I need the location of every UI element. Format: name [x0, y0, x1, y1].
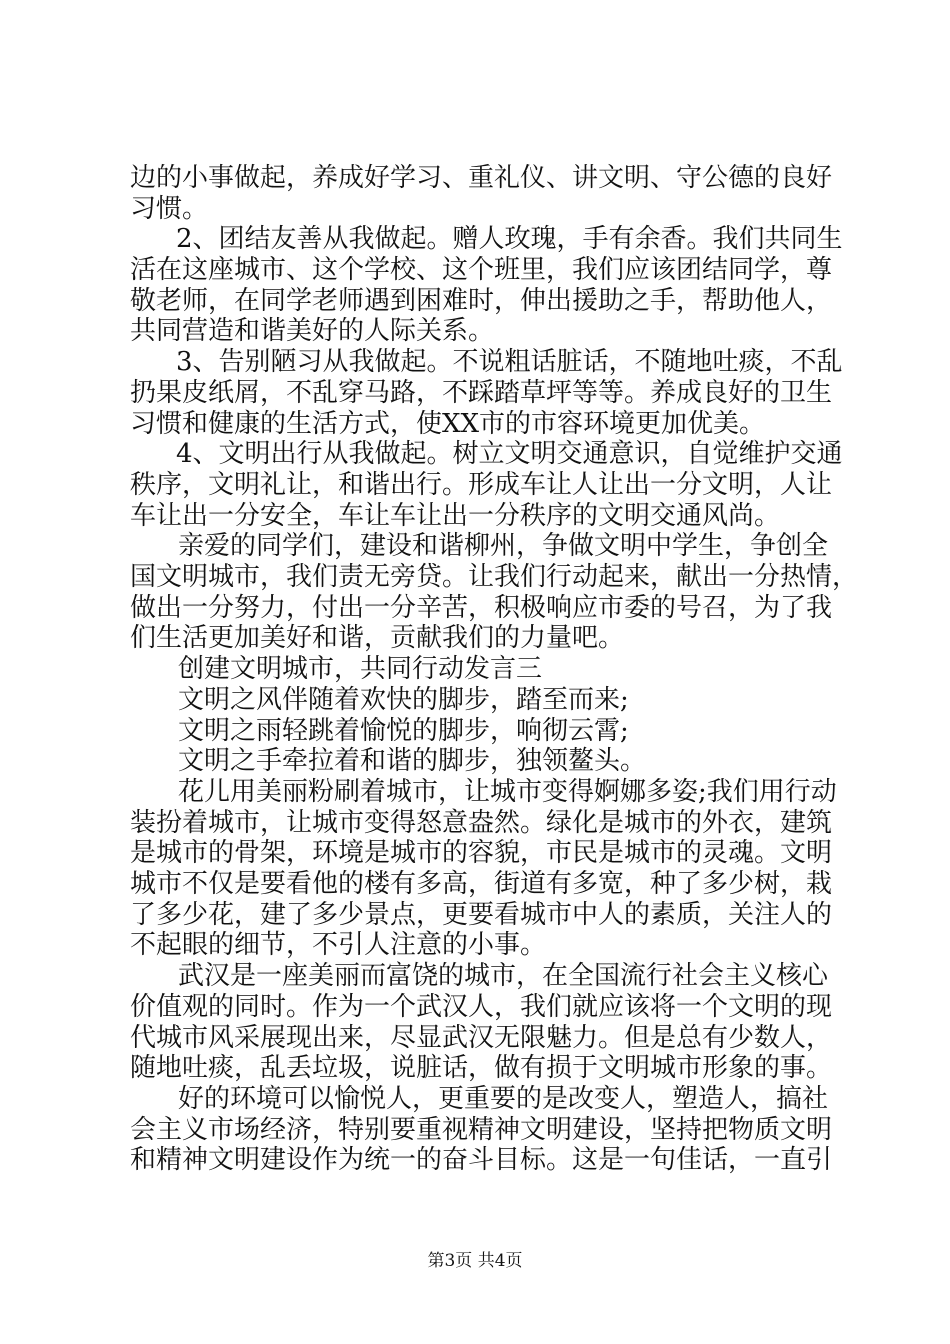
text-line: 敬老师，在同学老师遇到困难时，伸出援助之手，帮助他人， [130, 285, 833, 316]
text-line: 们生活更加美好和谐，贡献我们的力量吧。 [130, 623, 625, 654]
text-line: 城市不仅是要看他的楼有多高，街道有多宽，种了多少树，栽 [130, 869, 833, 900]
text-line: 武汉是一座美丽而富饶的城市，在全国流行社会主义核心 [178, 961, 829, 992]
text-line: 边的小事做起，养成好学习、重礼仪、讲文明、守公德的良好 [130, 163, 833, 193]
text-line: 花儿用美丽粉刷着城市，让城市变得婀娜多姿;我们用行动 [178, 776, 837, 807]
text-line: 是城市的骨架，环境是城市的容貌，市民是城市的灵魂。文明 [130, 838, 833, 869]
text-line: 和精神文明建设作为统一的奋斗目标。这是一句佳话，一直引 [130, 1145, 833, 1176]
text-line: 3、告别陋习从我做起。不说粗话脏话，不随地吐痰，不乱 [176, 347, 843, 378]
text-line: 亲爱的同学们，建设和谐柳州，争做文明中学生，争创全 [178, 531, 829, 562]
text-line: 会主义市场经济，特别要重视精神文明建设，坚持把物质文明 [130, 1114, 833, 1145]
text-line: 不起眼的细节，不引人注意的小事。 [130, 930, 547, 961]
text-line: 4、文明出行从我做起。树立文明交通意识，自觉维护交通 [176, 439, 843, 470]
text-line: 文明之风伴随着欢快的脚步，踏至而来; [178, 684, 629, 715]
text-line: 做出一分努力，付出一分辛苦，积极响应市委的号召，为了我 [130, 592, 833, 623]
text-line: 价值观的同时。作为一个武汉人，我们就应该将一个文明的现 [130, 991, 833, 1022]
text-line: 习惯和健康的生活方式，使XX市的市容环境更加优美。 [130, 408, 766, 439]
text-line: 活在这座城市、这个学校、这个班里，我们应该团结同学，尊 [130, 255, 833, 286]
text-line: 文明之手牵拉着和谐的脚步，独领鳌头。 [178, 746, 647, 777]
text-line: 了多少花，建了多少景点，更要看城市中人的素质，关注人的 [130, 899, 833, 930]
text-line: 创建文明城市，共同行动发言三 [178, 654, 543, 685]
page-indicator: 第3页 共4页 [427, 1251, 523, 1271]
text-line: 装扮着城市，让城市变得怒意盎然。绿化是城市的外衣，建筑 [130, 807, 833, 838]
text-line: 随地吐痰，乱丢垃圾，说脏话，做有损于文明城市形象的事。 [130, 1053, 833, 1084]
text-line: 共同营造和谐美好的人际关系。 [130, 316, 495, 347]
text-line: 车让出一分安全，车让车让出一分秩序的文明交通风尚。 [130, 500, 781, 531]
text-line: 扔果皮纸屑，不乱穿马路，不踩踏草坪等等。养成良好的卫生 [130, 377, 833, 408]
text-line: 好的环境可以愉悦人，更重要的是改变人，塑造人，搞社 [178, 1083, 829, 1114]
text-line: 秩序，文明礼让，和谐出行。形成车让人让出一分文明，人让 [130, 469, 833, 500]
text-line: 代城市风采展现出来，尽显武汉无限魅力。但是总有少数人， [130, 1022, 833, 1053]
text-line: 2、团结友善从我做起。赠人玫瑰，手有余香。我们共同生 [176, 224, 843, 255]
text-line: 文明之雨轻跳着愉悦的脚步，响彻云霄; [178, 715, 629, 746]
text-line: 国文明城市，我们责无旁贷。让我们行动起来，献出一分热情， [130, 562, 859, 593]
text-line: 习惯。 [130, 193, 209, 224]
